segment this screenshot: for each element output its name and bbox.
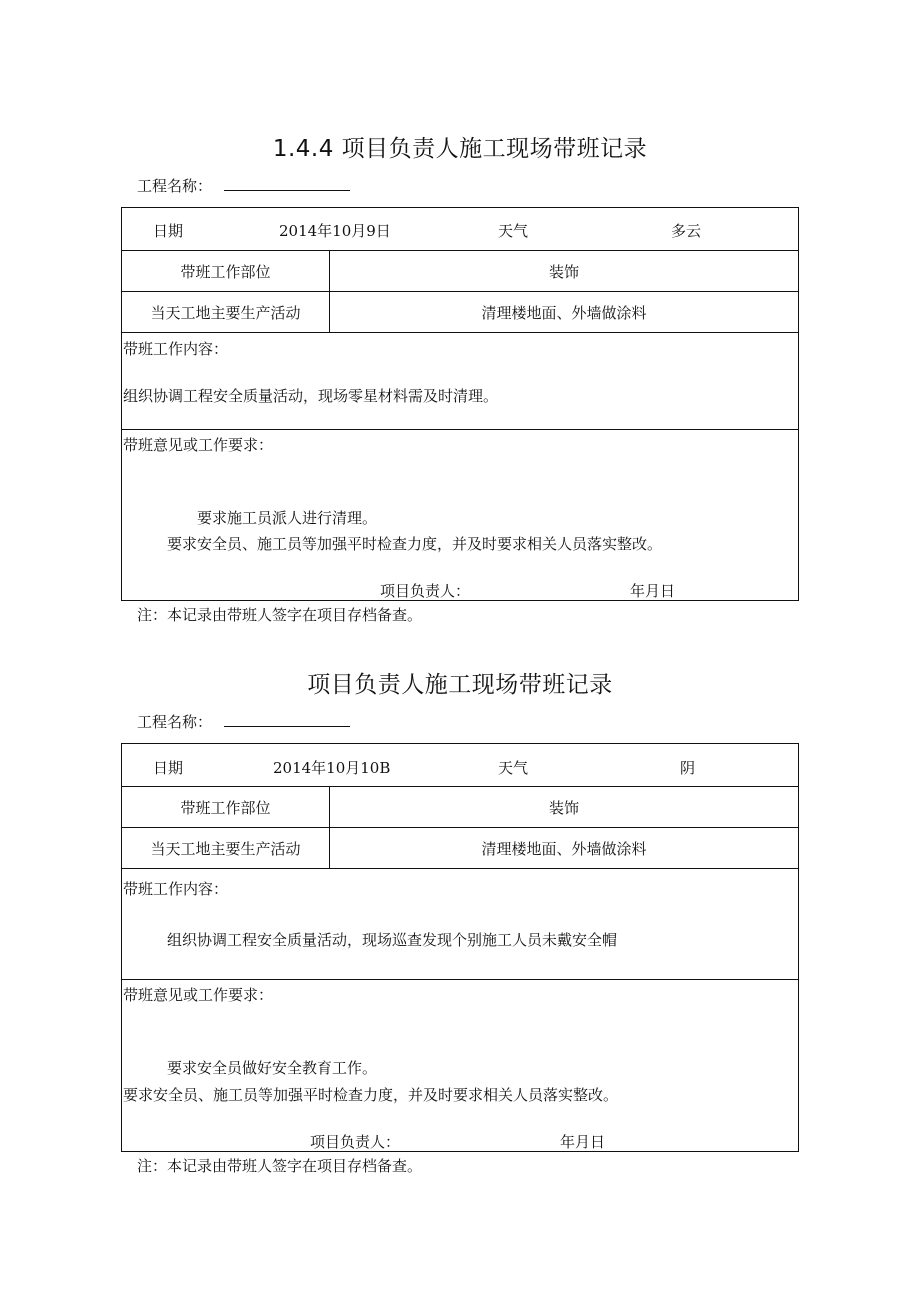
project-name-line bbox=[137, 711, 350, 732]
opinion-label: 带班意见或工作要求： bbox=[123, 436, 274, 454]
content-text: 组织协调工程安全质量活动，现场零星材料需及时清理。 bbox=[123, 387, 499, 405]
record-title: 1.4.4 项目负责人施工现场带班记录 bbox=[272, 136, 648, 162]
date-value: 2014年10月10B bbox=[273, 759, 391, 777]
date-row bbox=[122, 208, 798, 251]
activity-label: 当天工地主要生产活动 bbox=[150, 303, 301, 322]
record-title: 项目负责人施工现场带班记录 bbox=[307, 672, 613, 698]
activity-label: 当天工地主要生产活动 bbox=[150, 839, 301, 858]
duty-area-value: 装饰 bbox=[548, 798, 579, 817]
duty-area-row bbox=[122, 787, 798, 828]
record-note: 注：本记录由带班人签字在项目存档备查。 bbox=[137, 1157, 423, 1175]
signer-label: 项目负责人： bbox=[310, 1133, 401, 1151]
record-table bbox=[121, 207, 799, 601]
opinion-row bbox=[122, 980, 798, 1151]
activity-row bbox=[122, 292, 798, 333]
project-name-label: 工程名称： bbox=[137, 713, 213, 731]
weather-label: 天气 bbox=[498, 759, 529, 777]
content-row bbox=[122, 869, 798, 980]
record-table bbox=[121, 743, 799, 1152]
opinion-line-1: 要求安全员做好安全教育工作。 bbox=[167, 1059, 378, 1077]
duty-area-row bbox=[122, 251, 798, 292]
record-note: 注：本记录由带班人签字在项目存档备查。 bbox=[137, 606, 423, 624]
opinion-row bbox=[122, 430, 798, 600]
activity-value: 清理楼地面、外墙做涂料 bbox=[481, 839, 647, 858]
activity-row bbox=[122, 828, 798, 869]
content-label: 带班工作内容： bbox=[123, 340, 229, 358]
weather-value: 多云 bbox=[671, 222, 702, 240]
project-name-line bbox=[137, 175, 350, 196]
activity-value: 清理楼地面、外墙做涂料 bbox=[481, 303, 647, 322]
project-name-field[interactable] bbox=[224, 712, 350, 727]
duty-area-label: 带班工作部位 bbox=[180, 262, 271, 281]
duty-area-label: 带班工作部位 bbox=[180, 798, 271, 817]
content-row bbox=[122, 333, 798, 430]
signer-date: 年月日 bbox=[630, 582, 676, 600]
duty-area-value: 装饰 bbox=[548, 262, 579, 281]
date-row bbox=[122, 744, 798, 787]
opinion-line-2: 要求安全员、施工员等加强平时检查力度，并及时要求相关人员落实整改。 bbox=[123, 1086, 619, 1104]
date-value: 2014年10月9日 bbox=[279, 222, 391, 240]
date-label: 日期 bbox=[153, 759, 184, 777]
date-label: 日期 bbox=[153, 222, 184, 240]
signer-label: 项目负责人： bbox=[380, 582, 471, 600]
opinion-line-2: 要求安全员、施工员等加强平时检查力度，并及时要求相关人员落实整改。 bbox=[167, 535, 663, 553]
opinion-label: 带班意见或工作要求： bbox=[123, 986, 274, 1004]
weather-label: 天气 bbox=[498, 222, 529, 240]
weather-value: 阴 bbox=[680, 759, 696, 777]
project-name-field[interactable] bbox=[224, 176, 350, 191]
content-label: 带班工作内容： bbox=[123, 880, 229, 898]
signer-date: 年月日 bbox=[560, 1133, 606, 1151]
project-name-label: 工程名称： bbox=[137, 177, 213, 195]
content-text: 组织协调工程安全质量活动，现场巡查发现个别施工人员未戴安全帽 bbox=[167, 931, 618, 949]
opinion-line-1: 要求施工员派人进行清理。 bbox=[197, 509, 378, 527]
